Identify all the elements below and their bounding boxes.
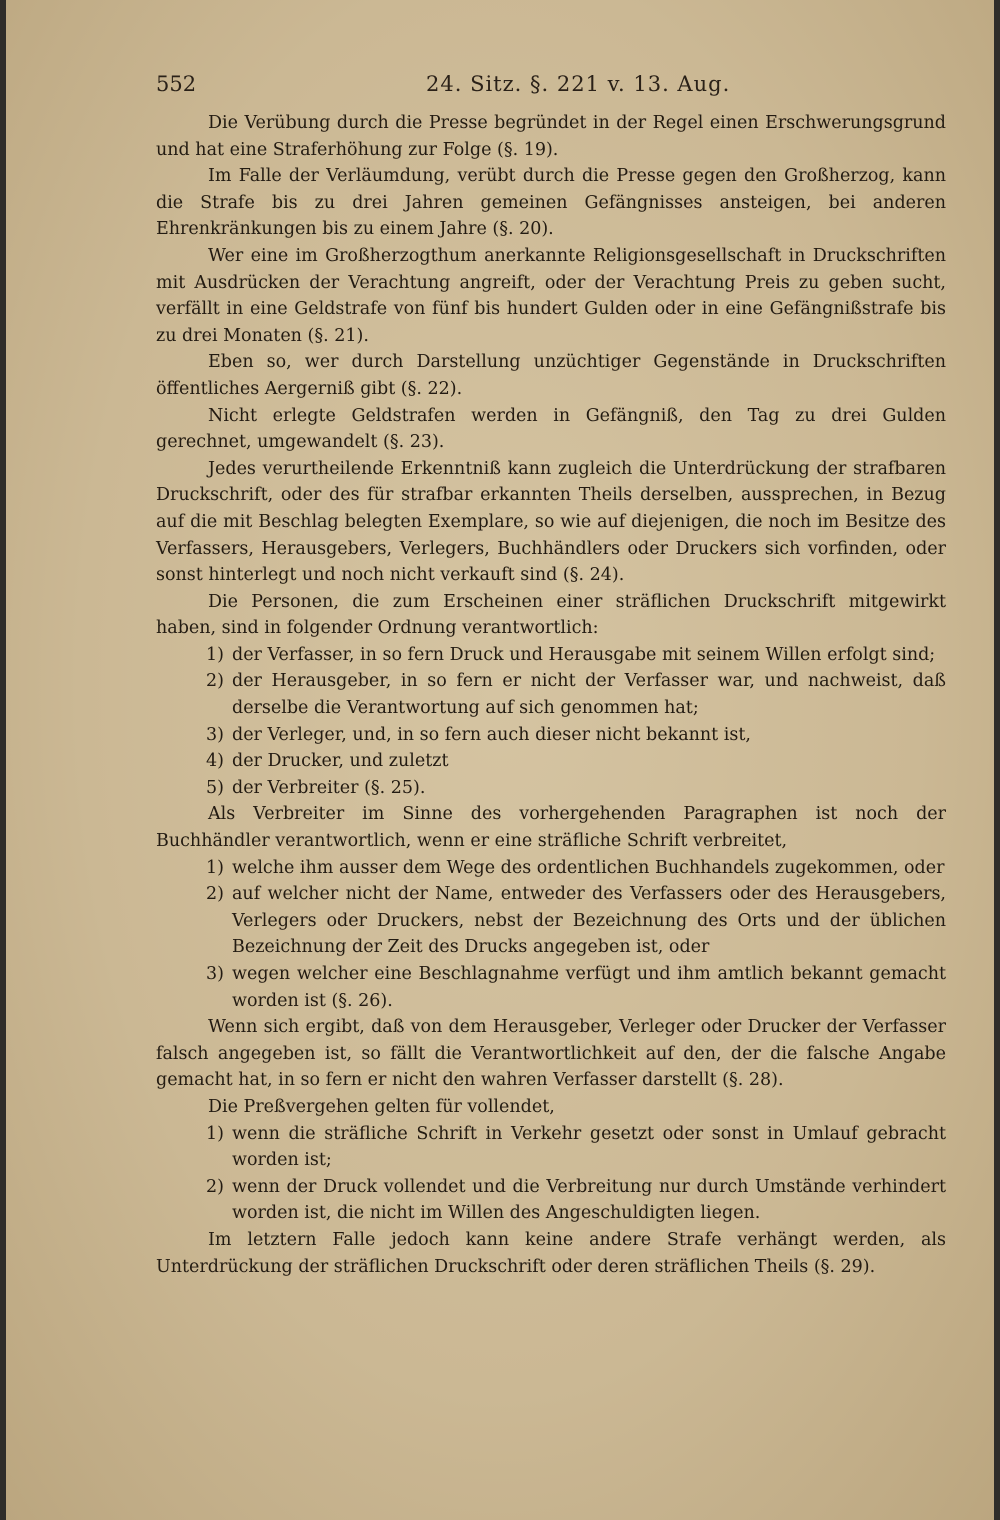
list-item: [156, 668, 946, 721]
list-item-number: 3): [206, 724, 224, 745]
list-item: [156, 881, 946, 961]
page-body: [156, 110, 946, 1280]
paragraph: Die Personen, die zum Erscheinen einer sträflichen Druckschrift mitgewirkt haben, sind in folgender Ordnung verantwortlich:: [156, 591, 946, 639]
list-item: [156, 1121, 946, 1174]
list-item: [156, 855, 946, 882]
list-item: [156, 1174, 946, 1227]
paragraph: Als Verbreiter im Sinne des vorhergehenden Paragraphen ist noch der Buchhändler verantwortlich, wenn er eine sträfliche Schrift verbreitet,: [156, 804, 946, 852]
list-item-number: 4): [206, 751, 224, 772]
list-item: [156, 961, 946, 1014]
list-item: [156, 775, 946, 802]
list-item-number: 2): [206, 1176, 224, 1197]
paragraph: Im letztern Falle jedoch kann keine andere Strafe verhängt werden, als Unterdrückung der sträflichen Druckschrift oder deren sträflichen Theils (§. 29).: [156, 1229, 946, 1277]
paragraph: Jedes verurtheilende Erkenntniß kann zugleich die Unterdrückung der strafbaren Druckschrift, oder des für strafbar erkannten Theils derselben, aussprechen, in Bezug auf die mit Beschlag belegten Exemplare, so wie auf diejenigen, die noch im Besitze des Verfassers, Herausgebers, Verlegers, Buchhändlers oder Druckers sich vorfinden, oder sonst hinterlegt und noch nicht verkauft sind (§. 24).: [156, 458, 946, 586]
list-item-text: der Verfasser, in so fern Druck und Herausgabe mit seinem Willen erfolgt sind;: [232, 644, 936, 665]
list-item-text: welche ihm ausser dem Wege des ordentlichen Buchhandels zugekommen, oder: [232, 857, 945, 878]
list-item: [156, 748, 946, 775]
page-number: 552: [156, 72, 197, 96]
list-item-text: wenn die sträfliche Schrift in Verkehr gesetzt oder sonst in Umlauf gebracht worden ist;: [232, 1123, 946, 1171]
paragraph: Wer eine im Großherzogthum anerkannte Religionsgesellschaft in Druckschriften mit Ausdrücken der Verachtung angreift, oder der Verachtung Preis zu geben sucht, verfällt in eine Geldstrafe von fünf bis hundert Gulden oder in eine Gefängnißstrafe bis zu drei Monaten (§. 21).: [156, 245, 946, 346]
list-item: [156, 642, 946, 669]
list-item-text: der Herausgeber, in so fern er nicht der Verfasser war, und nachweist, daß derselbe die Verantwortung auf sich genommen hat;: [232, 671, 946, 719]
list-item-text: wegen welcher eine Beschlagnahme verfügt und ihm amtlich bekannt gemacht worden ist (§. 26).: [232, 964, 946, 1011]
list-item-number: 2): [206, 671, 224, 692]
paragraph: Die Preßvergehen gelten für vollendet,: [208, 1096, 555, 1117]
paragraph: Die Verübung durch die Presse begründet in der Regel einen Erschwerungsgrund und hat eine Straferhöhung zur Folge (§. 19).: [156, 113, 946, 160]
paragraph: Wenn sich ergibt, daß von dem Herausgeber, Verleger oder Drucker der Verfasser falsch angegeben ist, so fällt die Verantwortlichkeit auf den, der die falsche Angabe gemacht hat, in so fern er nicht den wahren Verfasser darstellt (§. 28).: [156, 1017, 946, 1091]
book-page: [6, 0, 994, 1520]
list-item-text: der Verleger, und, in so fern auch dieser nicht bekannt ist,: [232, 724, 751, 745]
list-item-text: der Drucker, und zuletzt: [232, 751, 449, 772]
page-header: [156, 66, 946, 102]
list-item-number: 2): [206, 884, 224, 905]
running-head: 24. Sitz. §. 221 v. 13. Aug.: [426, 72, 731, 96]
paragraph: Eben so, wer durch Darstellung unzüchtiger Gegenstände in Druckschriften öffentliches Aergerniß gibt (§. 22).: [156, 352, 946, 399]
list-item-number: 1): [206, 1123, 224, 1144]
list-item-number: 1): [206, 644, 224, 665]
list-item-number: 1): [206, 857, 224, 878]
paragraph: Im Falle der Verläumdung, verübt durch die Presse gegen den Großherzog, kann die Strafe bis zu drei Jahren gemeinen Gefängnisses ansteigen, bei anderen Ehrenkränkungen bis zu einem Jahre (§. 20).: [156, 166, 946, 240]
list-item-text: auf welcher nicht der Name, entweder des Verfassers oder des Herausgebers, Verlegers oder Druckers, nebst der Bezeichnung des Orts und der üblichen Bezeichnung der Zeit des Drucks angegeben ist, oder: [232, 884, 946, 958]
list-item-text: der Verbreiter (§. 25).: [232, 777, 426, 798]
paragraph: Nicht erlegte Geldstrafen werden in Gefängniß, den Tag zu drei Gulden gerechnet, umgewandelt (§. 23).: [156, 405, 946, 453]
list-item: [156, 722, 946, 749]
list-item-number: 5): [206, 777, 224, 798]
list-item-number: 3): [206, 964, 224, 984]
list-item-text: wenn der Druck vollendet und die Verbreitung nur durch Umstände verhindert worden ist, die nicht im Willen des Angeschuldigten liegen.: [232, 1176, 946, 1224]
